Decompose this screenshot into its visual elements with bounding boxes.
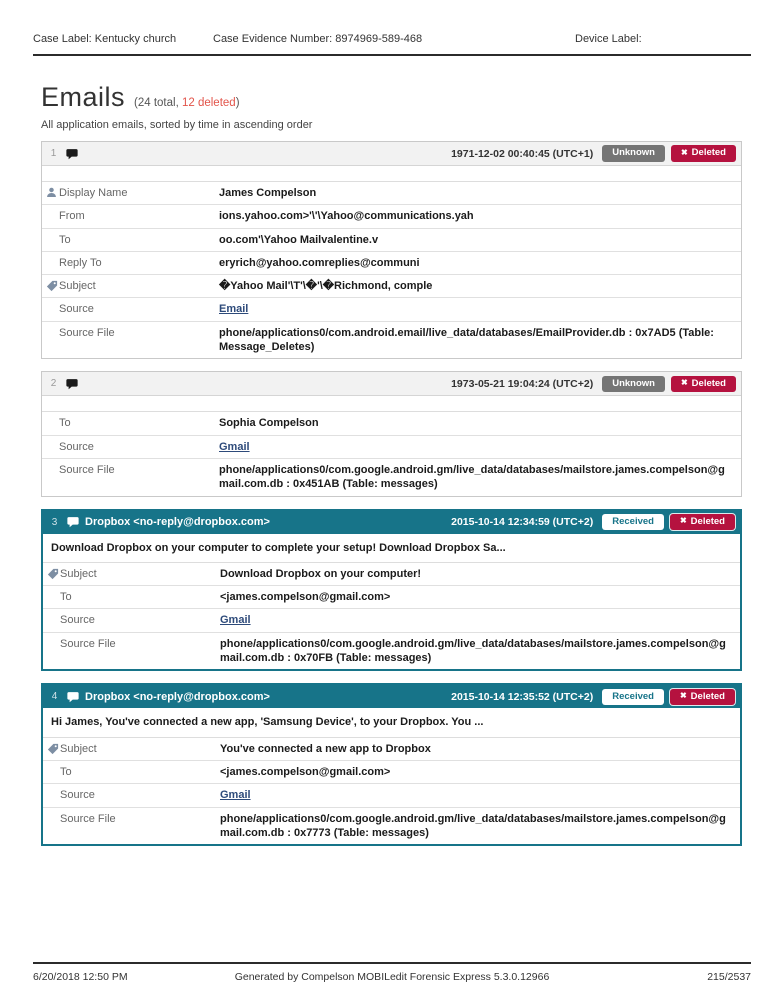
field-label: To: [59, 417, 71, 430]
email-card-header: [43, 511, 740, 534]
field-row: [42, 252, 741, 275]
email-fields: [42, 182, 741, 358]
source-link[interactable]: Gmail: [219, 440, 250, 453]
field-row: [43, 761, 740, 784]
email-card: [41, 683, 742, 846]
row-icon-spacer: [47, 613, 60, 614]
email-counts: [134, 97, 240, 109]
footer-page-number: 215/2537: [707, 971, 751, 983]
field-value: phone/applications0/com.google.android.gm/live_data/databases/mailstore.james.compelson@gmail.com.db : 0x7773 (Table: messages): [220, 812, 726, 839]
case-evidence-value: 8974969-589-468: [335, 33, 423, 45]
x-icon: ✖: [680, 378, 688, 388]
field-row: [42, 412, 741, 435]
person-icon: [46, 186, 59, 198]
field-row: [42, 436, 741, 459]
field-value: <james.compelson@gmail.com>: [220, 765, 391, 778]
status-badge: Received: [602, 514, 664, 530]
field-row: [43, 633, 740, 670]
case-evidence-label: Case Evidence Number:: [213, 33, 333, 45]
x-icon: ✖: [680, 147, 688, 157]
field-label: Source: [60, 789, 95, 802]
field-value: eryrich@yahoo.comreplies@communi: [219, 256, 420, 269]
row-icon-spacer: [47, 788, 60, 789]
deleted-badge: ✖ Deleted: [670, 689, 735, 705]
field-value: phone/applications0/com.google.android.gm/live_data/databases/mailstore.james.compelson@gmail.com.db : 0x70FB (Table: messages): [220, 637, 726, 665]
email-card: [41, 509, 742, 672]
email-fields: [43, 738, 740, 844]
deleted-badge: ✖ Deleted: [671, 145, 736, 161]
source-link-wrap: [220, 613, 740, 627]
email-card: [41, 371, 742, 496]
page-subtitle: All application emails, sorted by time in ascending order: [41, 119, 313, 131]
tag-icon: [47, 742, 60, 755]
status-badge: Unknown: [602, 145, 665, 161]
field-value: phone/applications0/com.android.email/live_data/databases/EmailProvider.db : 0x7AD5 (Table: Message_Deletes): [219, 326, 714, 354]
source-link[interactable]: Gmail: [220, 614, 251, 627]
row-icon-spacer: [47, 765, 60, 766]
field-label: Source File: [60, 812, 116, 825]
row-icon-spacer: [46, 463, 59, 464]
message-bubble-icon: [67, 691, 79, 703]
field-row: [42, 459, 741, 496]
x-icon: ✖: [679, 516, 687, 526]
field-label: To: [59, 233, 71, 246]
field-row: [42, 205, 741, 228]
row-icon-spacer: [46, 416, 59, 417]
counts-close: ): [235, 97, 240, 109]
case-label-field: [33, 33, 213, 45]
field-row: [43, 586, 740, 609]
footer-date: 6/20/2018 12:50 PM: [33, 971, 128, 983]
field-label: Source File: [59, 326, 115, 339]
row-icon-spacer: [47, 812, 60, 813]
row-icon-spacer: [46, 209, 59, 210]
x-icon: ✖: [679, 691, 687, 701]
field-row: [42, 229, 741, 252]
field-value: �Yahoo Mail'\T'\�'\�Richmond, comple: [219, 280, 433, 293]
message-bubble-icon: [67, 516, 79, 528]
field-label: Source: [60, 614, 95, 627]
email-preview: Download Dropbox on your computer to complete your setup! Download Dropbox Sa...: [43, 534, 740, 563]
email-fields: [43, 563, 740, 669]
field-label: Subject: [60, 567, 97, 580]
source-link[interactable]: Gmail: [220, 789, 251, 802]
email-timestamp: 2015-10-14 12:34:59 (UTC+2): [451, 516, 594, 529]
email-card: [41, 141, 742, 359]
field-value: Sophia Compelson: [219, 417, 319, 430]
report-header: [33, 0, 751, 56]
field-row: [43, 808, 740, 845]
field-value: oo.com'\Yahoo Mailvalentine.v: [219, 233, 379, 246]
emails-list: [41, 141, 742, 858]
field-label: To: [60, 591, 72, 604]
field-row: [42, 322, 741, 359]
deleted-badge: ✖ Deleted: [670, 514, 735, 530]
total-count: (24 total,: [134, 97, 182, 109]
case-label-value: Kentucky church: [94, 33, 177, 45]
email-preview: [42, 166, 741, 182]
deleted-badge: ✖ Deleted: [671, 376, 736, 392]
email-index: 1: [50, 148, 57, 159]
row-icon-spacer: [47, 590, 60, 591]
footer-generated-by: Generated by Compelson MOBILedit Forensic Express 5.3.0.12966: [234, 971, 550, 983]
status-badge: Unknown: [602, 376, 665, 392]
email-index: 4: [51, 691, 58, 703]
field-label: To: [60, 765, 72, 778]
email-timestamp: 1971-12-02 00:40:45 (UTC+1): [451, 147, 594, 160]
field-row: [43, 738, 740, 761]
source-link[interactable]: Email: [219, 303, 249, 316]
device-label: Device Label:: [575, 33, 642, 45]
device-label-field: [575, 33, 751, 45]
field-row: [42, 298, 741, 321]
field-row: [43, 563, 740, 586]
field-label: Subject: [60, 742, 97, 755]
tag-icon: [47, 567, 60, 580]
field-row: [42, 182, 741, 205]
email-card-header: [42, 142, 741, 166]
message-bubble-icon: [66, 378, 78, 390]
deleted-count: 12 deleted: [181, 97, 236, 109]
field-value: ions.yahoo.com>'\'\Yahoo@communications.yah: [219, 210, 474, 223]
row-icon-spacer: [46, 440, 59, 441]
field-value: phone/applications0/com.google.android.gm/live_data/databases/mailstore.james.compelson@gmail.com.db : 0x451AB (Table: messages): [219, 463, 725, 491]
page-title: Emails: [41, 82, 126, 112]
row-icon-spacer: [46, 233, 59, 234]
case-evidence-field: [213, 33, 575, 45]
row-icon-spacer: [46, 302, 59, 303]
field-value: Download Dropbox on your computer!: [220, 567, 422, 580]
field-label: Display Name: [59, 187, 128, 199]
field-label: Source File: [59, 463, 115, 476]
status-badge: Received: [602, 689, 664, 705]
field-label: Subject: [59, 280, 96, 293]
source-link-wrap: [219, 302, 741, 316]
email-sender: Dropbox <no-reply@dropbox.com>: [85, 690, 270, 703]
source-link-wrap: [219, 440, 741, 454]
email-index: 3: [51, 516, 58, 528]
message-bubble-icon: [66, 148, 78, 160]
field-label: Reply To: [59, 256, 102, 269]
email-timestamp: 1973-05-21 19:04:24 (UTC+2): [451, 377, 594, 390]
row-icon-spacer: [46, 256, 59, 257]
field-label: From: [59, 210, 85, 223]
report-footer: [33, 962, 751, 983]
field-label: Source File: [60, 637, 116, 650]
field-value: James Compelson: [219, 187, 317, 199]
row-icon-spacer: [47, 637, 60, 638]
email-index: 2: [50, 378, 57, 390]
field-value: <james.compelson@gmail.com>: [220, 591, 391, 604]
source-link-wrap: [220, 788, 740, 802]
tag-icon: [46, 279, 59, 292]
case-label: Case Label:: [33, 33, 92, 45]
field-row: [43, 609, 740, 632]
email-preview: [42, 396, 741, 412]
field-row: [43, 784, 740, 807]
email-timestamp: 2015-10-14 12:35:52 (UTC+2): [451, 690, 594, 703]
title-block: [41, 82, 312, 131]
field-label: Source: [59, 440, 94, 453]
field-label: Source: [59, 303, 94, 316]
email-card-header: [43, 685, 740, 708]
field-value: You've connected a new app to Dropbox: [220, 742, 431, 755]
email-fields: [42, 412, 741, 495]
email-sender: Dropbox <no-reply@dropbox.com>: [85, 516, 270, 529]
email-preview: Hi James, You've connected a new app, 'Samsung Device', to your Dropbox. You ...: [43, 708, 740, 737]
field-row: [42, 275, 741, 298]
row-icon-spacer: [46, 326, 59, 327]
email-card-header: [42, 372, 741, 396]
